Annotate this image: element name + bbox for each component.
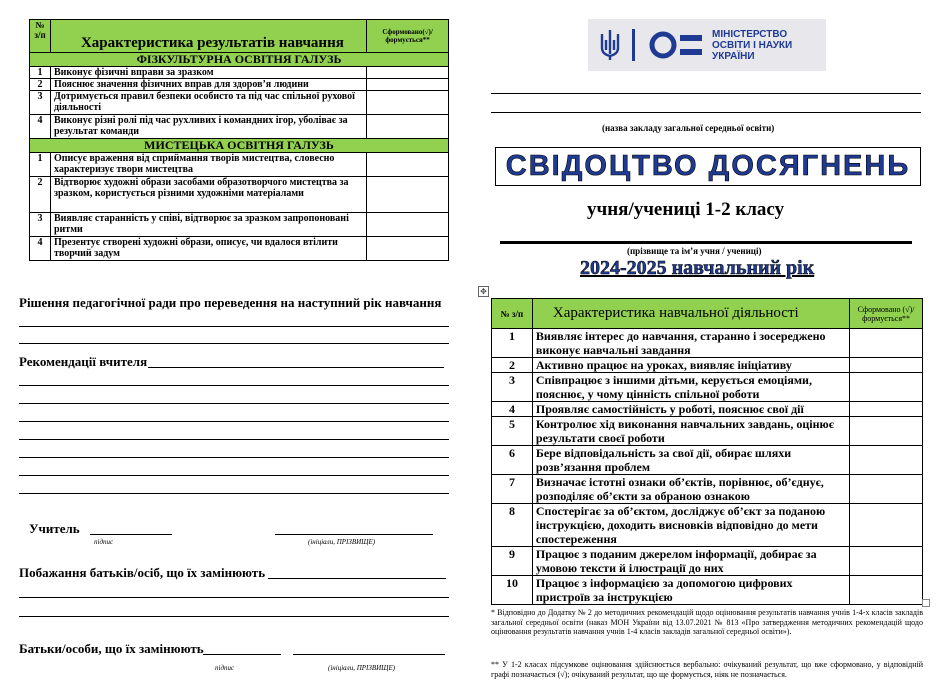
table-row	[30, 115, 449, 139]
row-text: Пояснює значення фізичних вправ для здоров’я людини	[50, 79, 366, 91]
row-status-cell[interactable]	[367, 213, 449, 237]
school-name-line[interactable]	[491, 93, 921, 94]
parents-label: Батьки/особи, що їх замінюють	[19, 641, 204, 656]
table-row	[492, 358, 923, 373]
row-num: 2	[30, 177, 51, 213]
row-status-cell[interactable]	[850, 576, 923, 605]
council-line[interactable]	[19, 326, 449, 327]
row-text: Виявляє старанність у співі, відтворює за зразком запропоновані ритми	[50, 213, 366, 237]
col-num-header: № з/п	[492, 299, 533, 329]
table-row	[30, 91, 449, 115]
row-num: 1	[30, 67, 51, 79]
row-status-cell[interactable]	[367, 91, 449, 115]
row-num: 4	[30, 115, 51, 139]
table-row	[492, 373, 923, 402]
student-name-line[interactable]	[500, 241, 912, 244]
row-text: Відтворює художні образи засобами образотворчого мистецтва за зразком, користується різними художніми матеріалами	[50, 177, 366, 213]
teacher-initials-line[interactable]	[275, 534, 433, 535]
row-text: Презентує створені художні образи, описує, чи вдалося втілити творчий задум	[50, 237, 366, 261]
row-num: 2	[30, 79, 51, 91]
recommendations-line[interactable]	[19, 475, 449, 476]
row-text: Виконує фізичні вправи за зразком	[50, 67, 366, 79]
row-num: 9	[492, 547, 533, 576]
row-num: 5	[492, 417, 533, 446]
ministry-name-line: МІНІСТЕРСТВО	[712, 29, 788, 40]
row-text: Працює з інформацією за допомогою цифрових пристроїв за інструкцією	[532, 576, 849, 605]
row-status-cell[interactable]	[367, 79, 449, 91]
section-header	[30, 139, 449, 153]
recommendations-label: Рекомендації вчителя	[19, 354, 148, 369]
row-num: 2	[492, 358, 533, 373]
signature-caption: підпис	[94, 538, 114, 546]
ministry-name	[712, 29, 792, 62]
school-name-caption: (назва закладу загальної середньої освіти)	[602, 123, 775, 133]
row-num: 6	[492, 446, 533, 475]
teacher-signature-line[interactable]	[90, 534, 172, 535]
row-num: 7	[492, 475, 533, 504]
recommendations-line[interactable]	[19, 457, 449, 458]
row-num: 3	[492, 373, 533, 402]
row-num: 3	[30, 91, 51, 115]
recommendations-line[interactable]	[19, 493, 449, 494]
table-row	[492, 417, 923, 446]
logo-divider	[632, 29, 635, 61]
row-text: Контролює хід виконання навчальних завдань, оцінює результати своєї роботи	[532, 417, 849, 446]
parents-wishes-line[interactable]	[19, 597, 449, 598]
table-row	[30, 79, 449, 91]
student-class-line: учня/учениці 1-2 класу	[587, 199, 785, 220]
council-decision-label: Рішення педагогічної ради про переведення на наступний рік навчання	[19, 295, 442, 310]
row-text: Спостерігає за об’єктом, досліджує об’єкт за поданою інструкцією, доходить висновків відповідно до мети спостереження	[532, 504, 849, 547]
left-results-table	[29, 19, 449, 261]
row-status-cell[interactable]	[367, 177, 449, 213]
initials-caption: (ініціали, ПРІЗВИЩЕ)	[308, 538, 376, 546]
teacher-label: Учитель	[29, 521, 80, 536]
row-text: Активно працює на уроках, виявляє ініціативу	[532, 358, 849, 373]
school-name-line[interactable]	[491, 112, 921, 113]
row-status-cell[interactable]	[850, 373, 923, 402]
parents-wishes-line[interactable]	[19, 616, 449, 617]
footnote-1: * Відповідно до Додатку № 2 до методичних рекомендацій щодо оцінювання результатів навчання учнів 1-4-х класів закладів загальної середньої освіти (наказ МОН України від 13.07.2021 № 813 «Про затвердження методичних рекомендацій щодо оцінювання результатів навчання учнів 1-4 класів закладів загальної середньої освіти»).	[491, 608, 923, 636]
ministry-logo	[588, 19, 826, 71]
table-row	[30, 177, 449, 213]
row-status-cell[interactable]	[367, 237, 449, 261]
right-activity-table	[491, 298, 923, 605]
row-text: Визначає істотні ознаки об’єктів, порівнює, об’єднує, розподіляє об’єкти за обраною ознакою	[532, 475, 849, 504]
col-status-header: Сформовано(√)/ формується**	[367, 20, 449, 53]
recommendations-line[interactable]	[148, 367, 444, 368]
parents-wishes-line[interactable]	[268, 578, 446, 579]
table-row	[492, 475, 923, 504]
row-status-cell[interactable]	[850, 417, 923, 446]
row-num: 3	[30, 213, 51, 237]
section-title: ФІЗКУЛЬТУРНА ОСВІТНЯ ГАЛУЗЬ	[30, 53, 449, 67]
parents-initials-line[interactable]	[293, 654, 445, 655]
col-title-header: Характеристика результатів навчання	[50, 20, 366, 53]
student-name-caption: (прізвище та ім’я учня / учениці)	[627, 246, 762, 256]
left-table-header	[30, 20, 449, 53]
row-num: 10	[492, 576, 533, 605]
parents-signature-line[interactable]	[203, 654, 281, 655]
row-status-cell[interactable]	[367, 153, 449, 177]
right-table-header	[492, 299, 923, 329]
resize-handle-icon[interactable]	[922, 599, 930, 607]
table-row	[30, 153, 449, 177]
row-num: 4	[30, 237, 51, 261]
table-row	[492, 576, 923, 605]
ministry-name-line: УКРАЇНИ	[712, 51, 755, 62]
row-status-cell[interactable]	[850, 504, 923, 547]
row-num: 8	[492, 504, 533, 547]
footnote-2: ** У 1-2 класах підсумкове оцінювання здійснюється вербально: очікуваний результат, що вже сформовано, у відповідній графі позначається (√); очікуваний результат, що ще формується, ніяк не позначається.	[491, 660, 923, 679]
row-status-cell[interactable]	[850, 475, 923, 504]
row-text: Дотримується правил безпеки особисто та під час спільної рухової діяльності	[50, 91, 366, 115]
row-status-cell[interactable]	[850, 547, 923, 576]
table-row	[492, 504, 923, 547]
row-text: Виявляє інтерес до навчання, старанно і зосереджено виконує навчальні завдання	[532, 329, 849, 358]
signature-caption: підпис	[215, 664, 235, 672]
row-text: Виконує різні ролі під час рухливих і командних ігор, уболіває за результат команди	[50, 115, 366, 139]
row-status-cell[interactable]	[367, 67, 449, 79]
row-text: Описує враження від сприймання творів мистецтва, словесно характеризує твори мистецтва	[50, 153, 366, 177]
move-handle-icon[interactable]: ✥	[478, 286, 489, 297]
row-num: 1	[30, 153, 51, 177]
recommendations-line[interactable]	[19, 439, 449, 440]
ministry-name-line: ОСВІТИ І НАУКИ	[712, 40, 793, 51]
table-row	[492, 402, 923, 417]
row-text: Співпрацює з іншими дітьми, керується емоціями, пояснює, у чому цінність спільної роботи	[532, 373, 849, 402]
row-status-cell[interactable]	[850, 329, 923, 358]
initials-caption: (ініціали, ПРІЗВИЩЕ)	[328, 664, 396, 672]
recommendations-line[interactable]	[19, 421, 449, 422]
table-row	[30, 237, 449, 261]
col-num-header: № з/п	[30, 20, 51, 53]
section-header	[30, 53, 449, 67]
row-status-cell[interactable]	[850, 402, 923, 417]
row-status-cell[interactable]	[367, 115, 449, 139]
row-status-cell[interactable]	[850, 358, 923, 373]
row-num: 1	[492, 329, 533, 358]
ministry-emblem-icon	[648, 30, 708, 60]
council-line[interactable]	[19, 343, 449, 344]
table-row	[492, 329, 923, 358]
row-text: Проявляє самостійність у роботі, пояснює свої дії	[532, 402, 849, 417]
trident-icon	[598, 28, 622, 62]
certificate-title: СВІДОЦТВО ДОСЯГНЕНЬ	[505, 150, 911, 182]
row-text: Працює з поданим джерелом інформації, добирає за умовою тексти й ілюстрації до них	[532, 547, 849, 576]
col-status-header: Сформовано (√)/ формується**	[850, 299, 923, 329]
table-row	[492, 446, 923, 475]
table-row	[30, 213, 449, 237]
recommendations-line[interactable]	[19, 403, 449, 404]
certificate-title-box	[495, 147, 921, 186]
row-num: 4	[492, 402, 533, 417]
parents-wishes-label: Побажання батьків/осіб, що їх замінюють	[19, 565, 266, 580]
row-status-cell[interactable]	[850, 446, 923, 475]
table-row	[30, 67, 449, 79]
row-text: Бере відповідальність за свої дії, обирає шляхи розв’язання проблем	[532, 446, 849, 475]
section-title: МИСТЕЦЬКА ОСВІТНЯ ГАЛУЗЬ	[30, 139, 449, 153]
col-title-header: Характеристика навчальної діяльності	[532, 299, 849, 329]
academic-year: 2024-2025 навчальний рік	[580, 257, 815, 279]
table-row	[492, 547, 923, 576]
recommendations-line[interactable]	[19, 385, 449, 386]
